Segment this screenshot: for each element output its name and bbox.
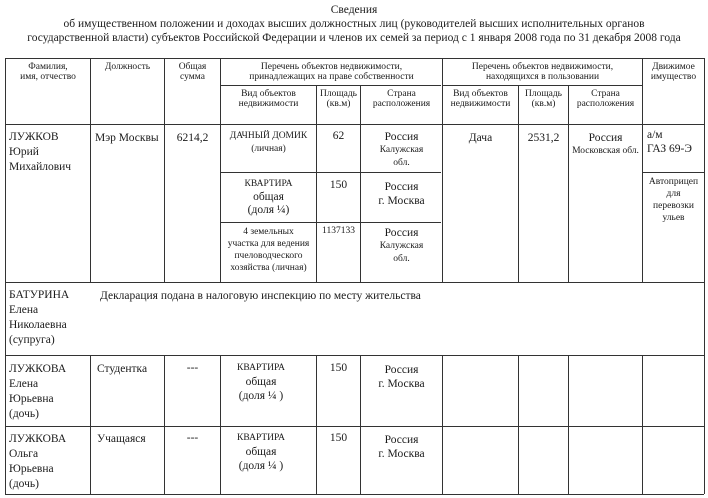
movable-row1-line — [643, 172, 704, 173]
owned-3-region-line2: обл. — [393, 254, 410, 264]
luzhkov-name — [9, 130, 89, 175]
header-movable — [643, 62, 704, 83]
movable-car-line2: ГАЗ 69-Э — [647, 143, 692, 155]
col-line-obj-type-lower — [316, 355, 317, 494]
elena-type — [221, 361, 301, 403]
elena-type-line3: (доля ¼ ) — [238, 390, 284, 402]
used-1-area: 2531,2 — [527, 132, 560, 144]
used-1-country — [569, 132, 642, 158]
movable-car — [647, 128, 704, 156]
elena-patronymic: Юрьевна — [9, 393, 54, 405]
used-1-type: Дача — [468, 132, 493, 144]
owned-3-type-line4: хозяйства (личная) — [230, 263, 307, 273]
used-subheader-line — [443, 85, 642, 86]
luzhkov-patronymic: Михайлович — [9, 161, 72, 173]
owned-2-type — [221, 178, 316, 217]
header-owned-area-line2: (кв.м) — [326, 99, 351, 110]
owned-subheader-line — [220, 85, 441, 86]
title-line-2: об имущественном положении и доходах высших должностных лиц (руководителей высших исполнительных органов — [63, 18, 645, 30]
col-line-used-area — [568, 85, 569, 282]
header-used-country — [569, 89, 642, 110]
elena-name — [9, 362, 89, 422]
header-owned-country-line2: расположения — [372, 99, 431, 110]
row-elena-bottom — [5, 426, 704, 427]
header-position: Должность — [104, 62, 151, 72]
olga-firstname: Ольга — [9, 448, 39, 460]
owned-2-region: г. Москва — [378, 195, 425, 207]
header-movable-line2: имущество — [650, 72, 697, 83]
luzhkov-firstname: Юрий — [9, 146, 39, 158]
col-line-used-end — [642, 58, 643, 282]
header-used-area — [519, 89, 568, 110]
col-line-used-area-lower — [568, 355, 569, 494]
header-used-country-line1: Страна — [591, 89, 620, 99]
header-total-line1: Общая — [178, 62, 207, 72]
col-line-position — [164, 58, 165, 282]
movable-trailer-line2: для — [666, 189, 681, 199]
header-owned-line1: Перечень объектов недвижимости, — [260, 62, 403, 72]
header-used-line2: находящихся в пользовании — [485, 72, 600, 83]
owned-1-country-name: Россия — [384, 131, 419, 143]
header-owned-line2: принадлежащих на праве собственности — [249, 72, 414, 83]
header-name-line2: имя, отчество — [20, 72, 76, 83]
owned-3-region-line1: Калужская — [379, 241, 424, 251]
used-1-country-name: Россия — [588, 132, 623, 144]
header-owned-country-line1: Страна — [387, 89, 416, 99]
owned-row1-line — [220, 172, 441, 173]
row-luzhkov-bottom — [5, 282, 704, 283]
col-line-name-lower — [90, 355, 91, 494]
header-used-type-line1: Вид объектов — [453, 89, 508, 99]
movable-trailer-line1: Автоприцеп — [648, 177, 699, 187]
olga-region: г. Москва — [378, 448, 425, 460]
elena-area: 150 — [329, 362, 348, 374]
olga-area: 150 — [329, 432, 348, 444]
header-name-line1: Фамилия, — [28, 62, 68, 72]
header-used-area-line1: Площадь — [524, 89, 563, 99]
col-line-used-end-lower — [642, 355, 643, 494]
col-line-owned-end-lower — [442, 355, 443, 494]
owned-1-region-line1: Калужская — [379, 145, 424, 155]
movable-trailer-line3: перевозки — [653, 201, 694, 211]
col-line-used-type — [518, 85, 519, 282]
elena-region: г. Москва — [378, 378, 425, 390]
elena-type-line1: КВАРТИРА — [237, 363, 285, 373]
elena-surname: ЛУЖКОВА — [9, 363, 67, 375]
col-line-position-lower — [164, 355, 165, 494]
header-used-type-line2: недвижимости — [450, 99, 511, 110]
used-1-region: Московская обл. — [572, 146, 639, 156]
owned-row2-line — [220, 222, 441, 223]
olga-surname: ЛУЖКОВА — [9, 433, 67, 445]
olga-type-line1: КВАРТИРА — [237, 433, 285, 443]
elena-firstname: Елена — [9, 378, 39, 390]
luzhkov-total: 6214,2 — [176, 132, 209, 144]
title-line-1: Сведения — [330, 4, 378, 16]
owned-1-type — [221, 130, 316, 156]
baturina-relation: (супруга) — [9, 334, 55, 346]
owned-1-type-line1: ДАЧНЫЙ ДОМИК — [229, 131, 308, 141]
baturina-note: Декларация подана в налоговую инспекцию по месту жительства — [100, 290, 421, 302]
owned-1-region-line2: обл. — [393, 158, 410, 168]
elena-type-line2: общая — [245, 376, 277, 388]
col-line-right — [704, 58, 705, 494]
olga-country — [361, 433, 442, 461]
owned-3-type-line2: участка для ведения — [227, 239, 310, 249]
owned-2-type-line1: КВАРТИРА — [244, 179, 293, 189]
header-used-type — [443, 89, 518, 110]
owned-3-type-line1: 4 земельных — [243, 227, 294, 237]
col-line-name — [90, 58, 91, 282]
baturina-name — [9, 288, 91, 348]
col-line-used-type-lower — [518, 355, 519, 494]
owned-3-country — [361, 227, 442, 266]
header-owned — [221, 62, 442, 83]
luzhkov-position: Мэр Москвы — [95, 132, 159, 144]
owned-2-area: 150 — [329, 179, 348, 191]
owned-2-country-name: Россия — [384, 181, 419, 193]
header-used — [443, 62, 642, 83]
header-owned-type-line1: Вид объектов — [241, 89, 296, 99]
elena-country — [361, 363, 442, 391]
owned-2-country — [361, 180, 442, 208]
header-owned-area — [317, 89, 360, 110]
olga-type — [221, 431, 301, 473]
owned-1-area: 62 — [332, 130, 345, 142]
owned-3-country-name: Россия — [384, 227, 419, 239]
owned-1-type-line2: (личная) — [251, 144, 286, 154]
header-used-line1: Перечень объектов недвижимости, — [471, 62, 614, 72]
baturina-surname: БАТУРИНА — [9, 289, 70, 301]
owned-2-type-line3: (доля ¼) — [247, 204, 290, 216]
baturina-firstname: Елена — [9, 304, 39, 316]
movable-car-line1: а/м — [647, 129, 663, 141]
elena-total: --- — [186, 362, 199, 374]
olga-position: Учащаяся — [97, 433, 146, 445]
elena-position: Студентка — [97, 363, 148, 375]
olga-relation: (дочь) — [9, 478, 39, 490]
header-bottom-line — [5, 124, 704, 125]
olga-total: --- — [186, 432, 199, 444]
baturina-patronymic: Николаевна — [9, 319, 67, 331]
header-used-country-line2: расположения — [576, 99, 635, 110]
header-total-line2: сумма — [180, 72, 205, 83]
table-border-bottom — [5, 494, 704, 495]
movable-trailer — [643, 176, 704, 224]
olga-patronymic: Юрьевна — [9, 463, 54, 475]
col-line-left — [5, 58, 6, 494]
owned-3-type-line3: пчеловодческого — [234, 251, 303, 261]
luzhkov-surname: ЛУЖКОВ — [9, 131, 59, 143]
olga-type-line2: общая — [245, 446, 277, 458]
olga-country-name: Россия — [384, 434, 419, 446]
movable-trailer-line4: ульев — [662, 213, 685, 223]
row-baturina-bottom — [5, 355, 704, 356]
elena-relation: (дочь) — [9, 408, 39, 420]
owned-1-country — [361, 131, 442, 170]
header-owned-type — [221, 89, 316, 110]
title-line-3: государственной власти) субъектов Российской Федерации и членов их семей за период с 1 января 2008 года по 31 декабря 2008 года — [27, 32, 681, 44]
olga-type-line3: (доля ¼ ) — [238, 460, 284, 472]
owned-2-type-line2: общая — [253, 191, 284, 203]
header-owned-type-line2: недвижимости — [238, 99, 299, 110]
header-total — [165, 62, 220, 83]
owned-3-type — [221, 226, 316, 274]
header-movable-line1: Движимое — [652, 62, 695, 72]
olga-name — [9, 432, 89, 492]
header-name — [6, 62, 90, 83]
header-used-area-line2: (кв.м) — [531, 99, 556, 110]
table-border-top — [5, 58, 704, 59]
owned-3-area: 1137133 — [322, 226, 355, 236]
header-owned-area-line1: Площадь — [319, 89, 358, 99]
header-owned-country — [361, 89, 442, 110]
elena-country-name: Россия — [384, 364, 419, 376]
